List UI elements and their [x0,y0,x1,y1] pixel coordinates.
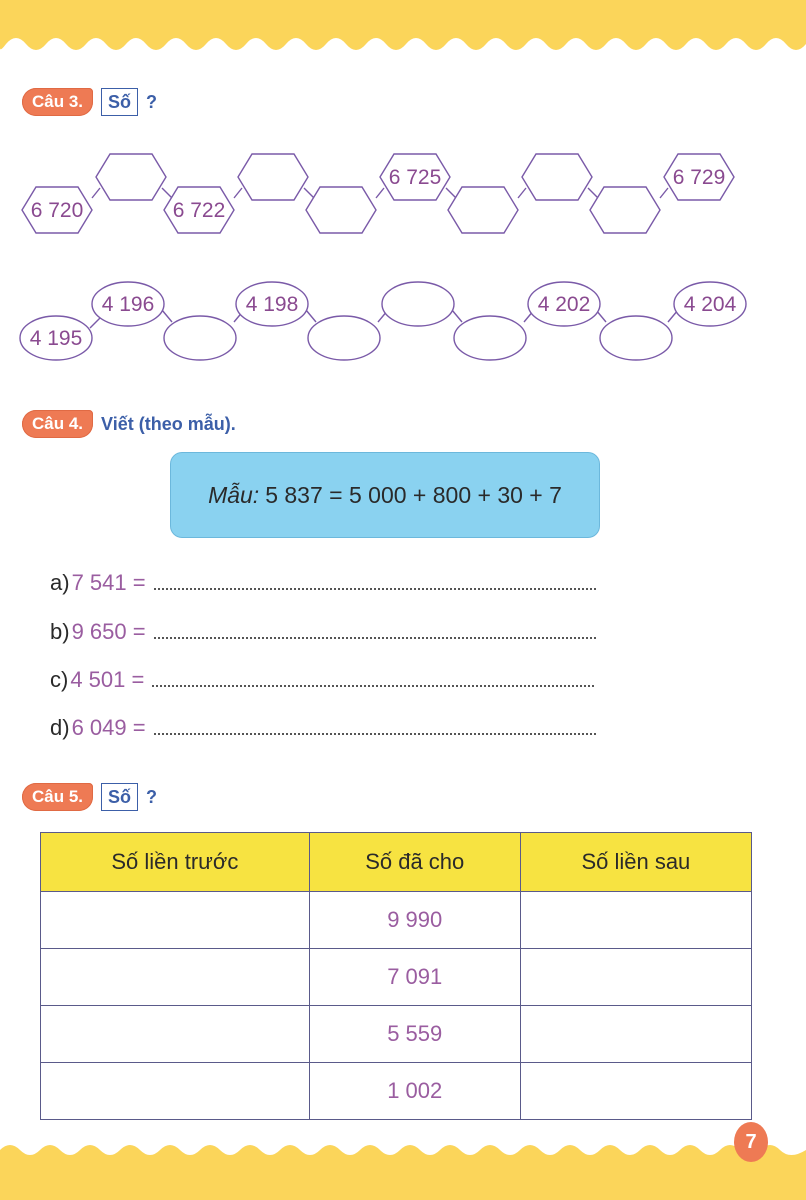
number-table [40,832,752,1120]
before-cell[interactable] [41,1063,310,1120]
hexagon-blank[interactable] [590,187,660,233]
table-row [41,1006,752,1063]
row-expression: 7 541 = [71,570,146,595]
hexagon-value: 6 720 [30,199,84,222]
row-expression: 4 501 = [70,667,145,692]
oval-blank[interactable] [308,316,380,360]
table-row [41,1063,752,1120]
after-cell[interactable] [520,1063,751,1120]
row-label: b) [50,619,70,644]
oval-chain [0,280,806,390]
hexagon-blank[interactable] [448,187,518,233]
hexagon-blank[interactable] [238,154,308,200]
answer-line[interactable] [154,729,596,735]
before-cell[interactable] [41,949,310,1006]
oval-blank[interactable] [164,316,236,360]
top-banner [0,0,806,70]
oval-value: 4 198 [245,293,299,316]
exercise-row-b [50,619,596,645]
question-5-mark: ? [146,786,158,807]
after-cell[interactable] [520,949,751,1006]
hexagon-value: 6 729 [672,166,726,189]
given-cell: 7 091 [309,949,520,1006]
row-label: a) [50,570,70,595]
table-row [41,949,752,1006]
oval-value: 4 202 [537,293,591,316]
oval-value: 4 196 [101,293,155,316]
hexagon-blank[interactable] [96,154,166,200]
oval-value: 4 204 [683,293,737,316]
bottom-banner [0,1140,806,1200]
answer-line[interactable] [152,681,594,687]
table-header-row [41,833,752,892]
header-given: Số đã cho [309,833,520,892]
before-cell[interactable] [41,892,310,949]
example-expression: 5 837 = 5 000 + 800 + 30 + 7 [265,481,562,508]
row-expression: 6 049 = [71,715,146,740]
question-3-title [22,88,157,116]
question-3-box: Số [101,88,138,116]
exercise-row-c [50,667,594,693]
exercise-row-a [50,570,596,596]
header-after: Số liền sau [520,833,751,892]
example-label: Mẫu: [208,481,260,508]
table-row [41,892,752,949]
answer-line[interactable] [154,633,596,639]
after-cell[interactable] [520,892,751,949]
question-5-badge: Câu 5. [22,783,93,811]
oval-blank[interactable] [454,316,526,360]
question-5-title [22,783,157,811]
hexagon-value: 6 722 [172,199,226,222]
row-expression: 9 650 = [71,619,146,644]
question-3-badge: Câu 3. [22,88,93,116]
exercise-row-d [50,715,596,741]
question-4-instruction: Viết (theo mẫu). [101,413,236,434]
hexagon-blank[interactable] [306,187,376,233]
given-cell: 1 002 [309,1063,520,1120]
hexagon-value: 6 725 [388,166,442,189]
answer-line[interactable] [154,584,596,590]
example-box [170,452,600,538]
header-before: Số liền trước [41,833,310,892]
given-cell: 5 559 [309,1006,520,1063]
oval-value: 4 195 [29,327,83,350]
oval-blank[interactable] [382,282,454,326]
question-5-box: Số [101,783,138,811]
after-cell[interactable] [520,1006,751,1063]
page-number: 7 [734,1122,768,1162]
hexagon-blank[interactable] [522,154,592,200]
given-cell: 9 990 [309,892,520,949]
question-3-mark: ? [146,91,158,112]
question-4-badge: Câu 4. [22,410,93,438]
oval-blank[interactable] [600,316,672,360]
row-label: d) [50,715,70,740]
row-label: c) [50,667,69,692]
question-4-title [22,410,236,438]
before-cell[interactable] [41,1006,310,1063]
